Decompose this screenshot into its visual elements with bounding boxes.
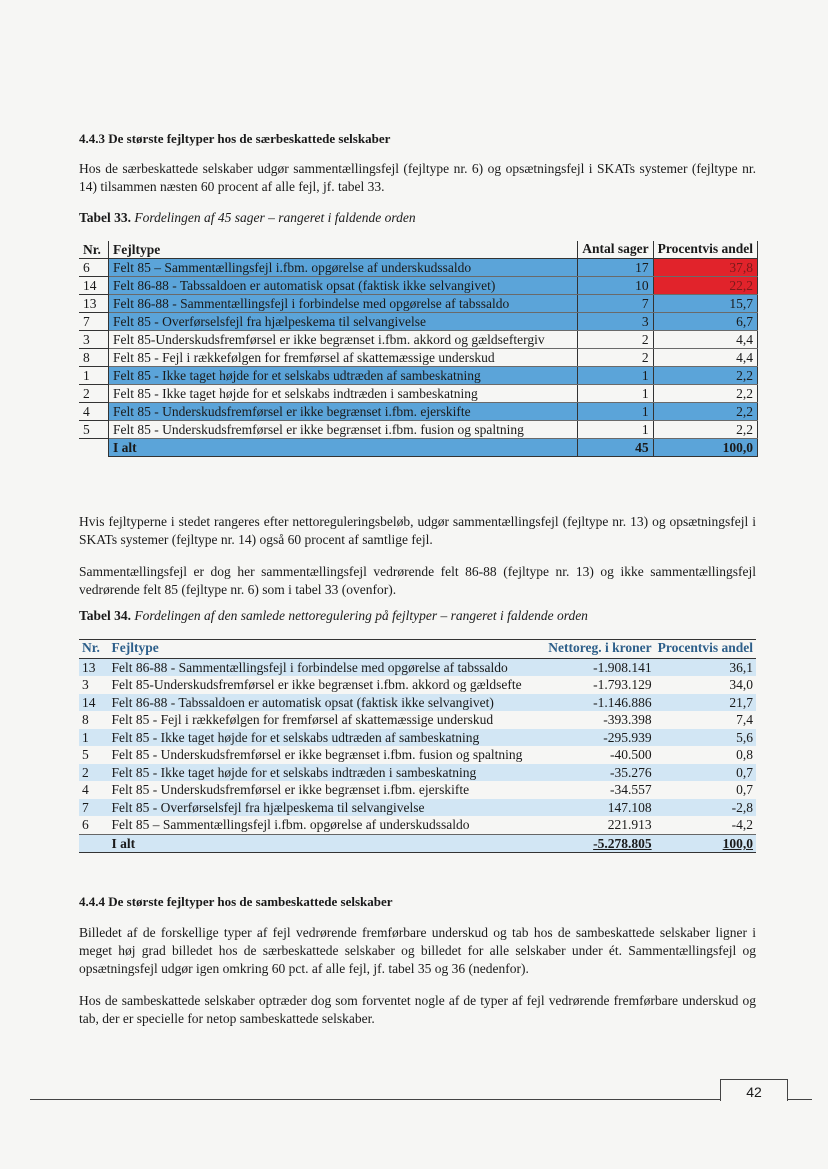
t34-cell-nr: 4: [79, 781, 108, 799]
footer-rule-left: [30, 1099, 720, 1100]
t33-cell-fejltype: Felt 85-Underskudsfremførsel er ikke begrænset i.fbm. akkord og gældseftergiv: [108, 331, 577, 349]
table-row: [79, 729, 756, 747]
t34-cell-nr: 1: [79, 729, 108, 747]
t34-cell-netto: -295.939: [545, 729, 654, 747]
table-row: [79, 711, 756, 729]
table-total-row: [79, 834, 756, 853]
t34-cell-nr: 2: [79, 764, 108, 782]
t34-cell-fejltype: Felt 85 - Underskudsfremførsel er ikke begrænset i.fbm. fusion og spaltning: [108, 746, 545, 764]
table-row: [79, 259, 758, 277]
t33-cell-nr: 13: [79, 295, 108, 313]
t34-cell-fejltype: Felt 85-Underskudsfremførsel er ikke begrænset i.fbm. akkord og gældsefte: [108, 676, 545, 694]
t34-cell-nr: 14: [79, 694, 108, 712]
t34-cell-procent: 34,0: [655, 676, 756, 694]
table-row: [79, 421, 758, 439]
t34-cell-procent: 5,6: [655, 729, 756, 747]
table-row: [79, 676, 756, 694]
t33-cell-fejltype: Felt 85 - Ikke taget højde for et selskabs udtræden af sambeskatning: [108, 367, 577, 385]
t34-cell-netto: 221.913: [545, 816, 654, 834]
t33-cell-antal: 1: [578, 421, 653, 439]
t33-total-antal: 45: [578, 439, 653, 457]
t33-cell-procent: 2,2: [653, 367, 757, 385]
t34-cell-netto: -1.793.129: [545, 676, 654, 694]
t34-cell-procent: 36,1: [655, 658, 756, 676]
t33-cell-procent: 2,2: [653, 403, 757, 421]
t33-cell-procent: 37,8: [653, 259, 757, 277]
table-row: [79, 694, 756, 712]
table34-caption: [79, 608, 588, 624]
t33-header-procent: Procentvis andel: [653, 241, 757, 259]
table-row: [79, 277, 758, 295]
section-444-paragraph-1: Billedet af de forskellige typer af fejl vedrørende fremførbare underskud og tab hos de sambeskattede selskaber ligner i meget høj grad billedet hos de særbeskattede selskaber og billedet for alle selskaber under ét. Sammentællingsfejl og opsætningsfejl udgør igen omkring 60 pct. af alle fejl, jf. tabel 35 og 36 (nedenfor).: [79, 925, 756, 976]
table33-caption-text: Fordelingen af 45 sager – rangeret i faldende orden: [134, 210, 416, 225]
t34-cell-fejltype: Felt 85 – Sammentællingsfejl i.fbm. opgørelse af underskudssaldo: [108, 816, 545, 834]
t33-cell-procent: 2,2: [653, 385, 757, 403]
t33-cell-antal: 1: [578, 385, 653, 403]
t33-cell-fejltype: Felt 86-88 - Sammentællingsfejl i forbindelse med opgørelse af tabssaldo: [108, 295, 577, 313]
paragraph-ranking: Hvis fejltyperne i stedet rangeres efter nettoreguleringsbeløb, udgør sammentællingsfejl (fejltype nr. 13) og opsætningsfejl i SKATs systemer (fejltype nr. 14) også 60 procent af samtlige fejl.: [79, 514, 756, 547]
t33-cell-antal: 2: [578, 331, 653, 349]
t34-total-procent: 100,0: [655, 834, 756, 853]
t33-cell-procent: 6,7: [653, 313, 757, 331]
t34-total-label: I alt: [108, 834, 545, 853]
t34-cell-fejltype: Felt 85 - Ikke taget højde for et selskabs indtræden i sambeskatning: [108, 764, 545, 782]
t34-cell-netto: -393.398: [545, 711, 654, 729]
t33-header-fejltype: Fejltype: [108, 241, 577, 259]
table-row: [79, 816, 756, 834]
t34-cell-fejltype: Felt 85 - Fejl i rækkefølgen for fremførsel af skattemæssige underskud: [108, 711, 545, 729]
t33-cell-antal: 1: [578, 403, 653, 421]
table-row: [79, 349, 758, 367]
t34-header-procent: Procentvis andel: [655, 640, 756, 659]
table33-caption: [79, 210, 416, 226]
t34-cell-netto: -1.908.141: [545, 658, 654, 676]
table-row: [79, 781, 756, 799]
t34-cell-nr: 6: [79, 816, 108, 834]
t34-cell-netto: -40.500: [545, 746, 654, 764]
t34-cell-netto: -35.276: [545, 764, 654, 782]
t33-cell-fejltype: Felt 85 - Fejl i rækkefølgen for fremførsel af skattemæssige underskud: [108, 349, 577, 367]
t33-cell-antal: 10: [578, 277, 653, 295]
t33-cell-fejltype: Felt 85 - Underskudsfremførsel er ikke begrænset i.fbm. fusion og spaltning: [108, 421, 577, 439]
t34-total-netto: -5.278.805: [545, 834, 654, 853]
page-number: 42: [720, 1079, 788, 1101]
t34-cell-procent: 7,4: [655, 711, 756, 729]
table-row: [79, 658, 756, 676]
t33-cell-fejltype: Felt 85 – Sammentællingsfejl i.fbm. opgørelse af underskudssaldo: [108, 259, 577, 277]
t34-cell-fejltype: Felt 86-88 - Sammentællingsfejl i forbindelse med opgørelse af tabssaldo: [108, 658, 545, 676]
t33-cell-nr: 6: [79, 259, 108, 277]
t34-cell-nr: 13: [79, 658, 108, 676]
t33-cell-fejltype: Felt 85 - Overførselsfejl fra hjælpeskema til selvangivelse: [108, 313, 577, 331]
footer-rule-right: [786, 1099, 812, 1100]
t33-cell-antal: 1: [578, 367, 653, 385]
t33-header-antal: Antal sager: [578, 241, 653, 259]
section-443-paragraph: Hos de særbeskattede selskaber udgør sammentællingsfejl (fejltype nr. 6) og opsætningsfejl i SKATs systemer (fejltype nr. 14) tilsammen næsten 60 procent af alle fejl, jf. tabel 33.: [79, 161, 756, 194]
table-row: [79, 385, 758, 403]
table-row: [79, 764, 756, 782]
t33-cell-antal: 17: [578, 259, 653, 277]
t33-cell-antal: 2: [578, 349, 653, 367]
t33-total-empty: [79, 439, 108, 457]
t33-cell-fejltype: Felt 85 - Underskudsfremførsel er ikke begrænset i.fbm. ejerskifte: [108, 403, 577, 421]
t34-cell-procent: 0,8: [655, 746, 756, 764]
t33-cell-antal: 7: [578, 295, 653, 313]
t33-cell-nr: 3: [79, 331, 108, 349]
table34-caption-text: Fordelingen af den samlede nettoregulering på fejltyper – rangeret i faldende orden: [134, 608, 588, 623]
t33-cell-nr: 5: [79, 421, 108, 439]
t34-cell-fejltype: Felt 85 - Overførselsfejl fra hjælpeskema til selvangivelse: [108, 799, 545, 817]
t34-cell-nr: 8: [79, 711, 108, 729]
t33-cell-nr: 7: [79, 313, 108, 331]
t33-total-label: I alt: [108, 439, 577, 457]
table-row: [79, 313, 758, 331]
t34-cell-netto: -1.146.886: [545, 694, 654, 712]
t34-cell-netto: -34.557: [545, 781, 654, 799]
t34-cell-procent: -2,8: [655, 799, 756, 817]
table-row: [79, 331, 758, 349]
t34-header-fejltype: Fejltype: [108, 640, 545, 659]
table-total-row: [79, 439, 758, 457]
t34-cell-nr: 7: [79, 799, 108, 817]
section-heading-444: 4.4.4 De største fejltyper hos de sambeskattede selskaber: [79, 894, 393, 909]
t34-total-empty: [79, 834, 108, 853]
t33-cell-procent: 4,4: [653, 331, 757, 349]
t33-cell-nr: 8: [79, 349, 108, 367]
t34-cell-netto: 147.108: [545, 799, 654, 817]
t34-cell-nr: 3: [79, 676, 108, 694]
t34-cell-procent: -4,2: [655, 816, 756, 834]
table-row: [79, 295, 758, 313]
t33-cell-nr: 1: [79, 367, 108, 385]
t34-cell-fejltype: Felt 85 - Ikke taget højde for et selskabs udtræden af sambeskatning: [108, 729, 545, 747]
t34-header-netto: Nettoreg. i kroner: [545, 640, 654, 659]
t33-cell-nr: 2: [79, 385, 108, 403]
table33-caption-label: Tabel 33.: [79, 210, 132, 225]
section-444-paragraph-2: Hos de sambeskattede selskaber optræder dog som forventet nogle af de typer af fejl vedrørende fremførbare underskud og tab, der er specielle for netop sambeskattede selskaber.: [79, 993, 756, 1026]
t34-cell-fejltype: Felt 85 - Underskudsfremførsel er ikke begrænset i.fbm. ejerskifte: [108, 781, 545, 799]
t33-cell-fejltype: Felt 85 - Ikke taget højde for et selskabs indtræden i sambeskatning: [108, 385, 577, 403]
t33-cell-antal: 3: [578, 313, 653, 331]
t33-cell-procent: 4,4: [653, 349, 757, 367]
table-row: [79, 746, 756, 764]
t33-cell-procent: 15,7: [653, 295, 757, 313]
t34-cell-procent: 0,7: [655, 781, 756, 799]
paragraph-sammentaelling: Sammentællingsfejl er dog her sammentællingsfejl vedrørende felt 86-88 (fejltype nr. 13) og ikke sammentællingsfejl vedrørende felt 85 (fejltype nr. 6) som i tabel 33 (ovenfor).: [79, 564, 756, 597]
table-row: [79, 403, 758, 421]
t34-cell-fejltype: Felt 86-88 - Tabssaldoen er automatisk opsat (faktisk ikke selvangivet): [108, 694, 545, 712]
table-33: [79, 241, 758, 457]
t33-header-nr: Nr.: [79, 241, 108, 259]
t34-cell-nr: 5: [79, 746, 108, 764]
table-row: [79, 799, 756, 817]
t33-cell-fejltype: Felt 86-88 - Tabssaldoen er automatisk opsat (faktisk ikke selvangivet): [108, 277, 577, 295]
t33-cell-nr: 14: [79, 277, 108, 295]
table-row: [79, 367, 758, 385]
table34-caption-label: Tabel 34.: [79, 608, 132, 623]
t33-total-procent: 100,0: [653, 439, 757, 457]
t34-cell-procent: 21,7: [655, 694, 756, 712]
t34-header-nr: Nr.: [79, 640, 108, 659]
table-34: [79, 639, 756, 853]
t33-cell-procent: 2,2: [653, 421, 757, 439]
t33-cell-procent: 22,2: [653, 277, 757, 295]
t33-cell-nr: 4: [79, 403, 108, 421]
t34-cell-procent: 0,7: [655, 764, 756, 782]
section-heading-443: 4.4.3 De største fejltyper hos de særbeskattede selskaber: [79, 131, 391, 146]
